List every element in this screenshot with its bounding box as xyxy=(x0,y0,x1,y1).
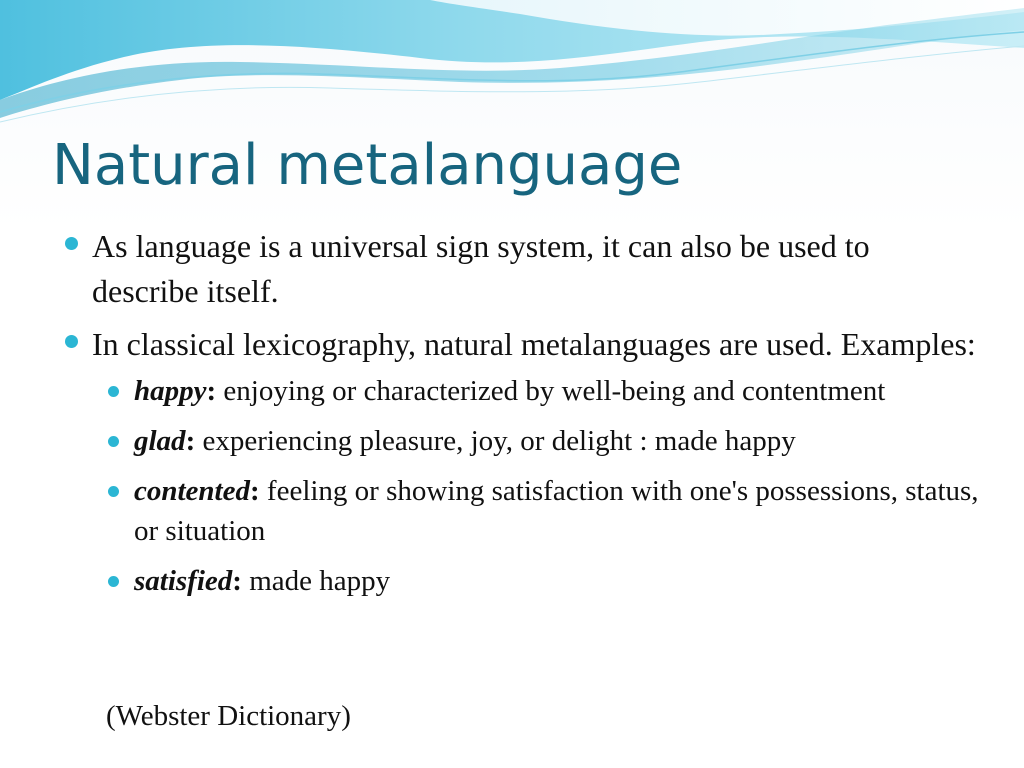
example-definition: feeling or showing satisfaction with one's possessions, status, or situation xyxy=(134,475,979,547)
example-item xyxy=(92,471,982,551)
example-item xyxy=(92,371,982,411)
example-colon: : xyxy=(232,565,242,597)
bullet-dot-icon xyxy=(65,335,78,348)
bullet-text: As language is a universal sign system, it can also be used to describe itself. xyxy=(92,228,870,309)
example-term: contented xyxy=(134,475,250,507)
wave-header-decoration xyxy=(0,0,1024,130)
example-term: glad xyxy=(134,425,186,457)
example-list xyxy=(92,371,982,601)
sub-bullet-dot-icon xyxy=(108,576,119,587)
example-term: happy xyxy=(134,375,207,407)
example-definition: enjoying or characterized by well-being and contentment xyxy=(216,375,886,407)
example-definition: made happy xyxy=(241,565,391,597)
sub-bullet-dot-icon xyxy=(108,386,119,397)
source-citation: (Webster Dictionary) xyxy=(106,700,351,732)
bullet-list xyxy=(62,224,982,611)
example-colon: : xyxy=(185,425,196,457)
example-item xyxy=(92,561,982,601)
bullet-item xyxy=(62,322,982,601)
example-term: satisfied xyxy=(134,565,233,597)
sub-bullet-dot-icon xyxy=(108,486,119,497)
bullet-item xyxy=(62,224,982,314)
slide-title: Natural metalanguage xyxy=(52,133,683,198)
sub-bullet-dot-icon xyxy=(108,436,119,447)
example-colon: : xyxy=(206,375,217,407)
example-item xyxy=(92,421,982,461)
example-colon: : xyxy=(250,475,260,507)
example-definition: experiencing pleasure, joy, or delight : made happy xyxy=(195,425,796,457)
bullet-text: In classical lexicography, natural metalanguages are used. Examples: xyxy=(92,326,976,362)
bullet-dot-icon xyxy=(65,237,78,250)
